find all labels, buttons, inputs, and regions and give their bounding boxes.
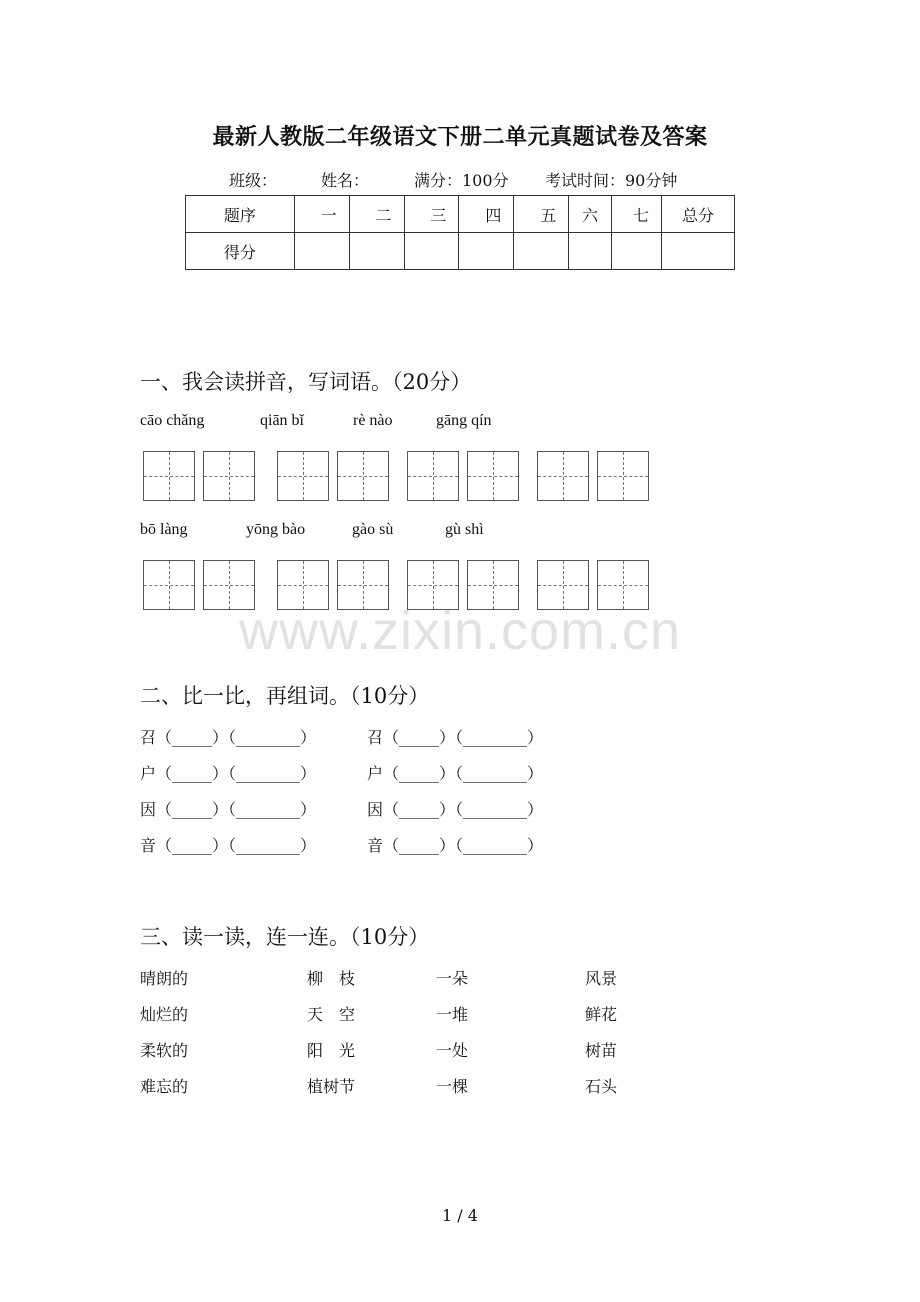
score-table-header: 二 (349, 196, 404, 233)
section1-title: 一、我会读拼音，写词语。（20分） (140, 370, 472, 394)
match-item: 石头 (585, 1077, 618, 1096)
score-table-header: 六 (569, 196, 612, 233)
pinyin-label: gù shì (445, 521, 484, 538)
pinyin-label: cāo chǎng (140, 412, 205, 429)
word-compare-item: 音（_____）（________） (367, 836, 544, 855)
word-compare-item: 因（_____）（________） (140, 800, 317, 819)
full-score-label: 满分：100分 (414, 171, 509, 190)
class-label: 班级： (229, 171, 278, 190)
writing-cell[interactable] (597, 451, 649, 501)
score-table-header: 一 (294, 196, 349, 233)
match-item: 难忘的 (140, 1077, 189, 1096)
word-compare-item: 召（_____）（________） (367, 728, 544, 747)
writing-cell[interactable] (537, 451, 589, 501)
score-cell[interactable] (459, 233, 514, 270)
match-item: 植树节 (307, 1077, 356, 1096)
score-table (185, 195, 735, 270)
name-label: 姓名： (321, 171, 370, 190)
match-item: 风景 (585, 969, 618, 988)
match-item: 晴朗的 (140, 969, 189, 988)
score-table-header: 五 (514, 196, 569, 233)
score-cell[interactable] (514, 233, 569, 270)
score-table-header: 题序 (186, 196, 295, 233)
pinyin-label: gāng qín (436, 412, 492, 429)
writing-cell[interactable] (203, 451, 255, 501)
score-cell[interactable] (294, 233, 349, 270)
match-item: 天 空 (307, 1005, 356, 1024)
score-cell[interactable] (404, 233, 459, 270)
match-item: 一堆 (436, 1005, 469, 1024)
score-row-label: 得分 (186, 233, 295, 270)
score-cell[interactable] (569, 233, 612, 270)
word-compare-item: 召（_____）（________） (140, 728, 317, 747)
score-cell[interactable] (349, 233, 404, 270)
watermark: www.zixin.com.cn (238, 601, 682, 661)
pinyin-label: rè nào (353, 412, 393, 429)
score-table-score-row (186, 233, 735, 270)
score-table-header-row (186, 196, 735, 233)
pinyin-label: gào sù (352, 521, 394, 538)
match-item: 柔软的 (140, 1041, 189, 1060)
score-table-header: 七 (612, 196, 662, 233)
score-table-header: 总分 (662, 196, 735, 233)
pinyin-label: bō làng (140, 521, 188, 538)
match-item: 一朵 (436, 969, 469, 988)
writing-cell[interactable] (407, 451, 459, 501)
score-table-header: 三 (404, 196, 459, 233)
writing-cell[interactable] (337, 451, 389, 501)
word-compare-item: 户（_____）（________） (140, 764, 317, 783)
match-item: 树苗 (585, 1041, 618, 1060)
pinyin-label: yōng bào (246, 521, 306, 538)
match-item: 一棵 (436, 1077, 469, 1096)
document-title: 最新人教版二年级语文下册二单元真题试卷及答案 (212, 124, 708, 150)
score-cell[interactable] (612, 233, 662, 270)
match-item: 灿烂的 (140, 1005, 189, 1024)
pinyin-label: qiān bǐ (260, 412, 304, 429)
match-item: 柳 枝 (307, 969, 356, 988)
word-compare-item: 因（_____）（________） (367, 800, 544, 819)
writing-cell[interactable] (277, 451, 329, 501)
word-compare-item: 户（_____）（________） (367, 764, 544, 783)
score-cell[interactable] (662, 233, 735, 270)
word-compare-item: 音（_____）（________） (140, 836, 317, 855)
page-number: 1 / 4 (442, 1206, 478, 1225)
writing-cell[interactable] (467, 451, 519, 501)
section2-title: 二、比一比，再组词。（10分） (140, 684, 430, 708)
match-item: 阳 光 (307, 1041, 356, 1060)
section3-title: 三、读一读，连一连。（10分） (140, 925, 430, 949)
score-table-header: 四 (459, 196, 514, 233)
writing-cell[interactable] (143, 451, 195, 501)
exam-time-label: 考试时间：90分钟 (545, 171, 678, 190)
match-item: 一处 (436, 1041, 469, 1060)
match-item: 鲜花 (585, 1005, 618, 1024)
